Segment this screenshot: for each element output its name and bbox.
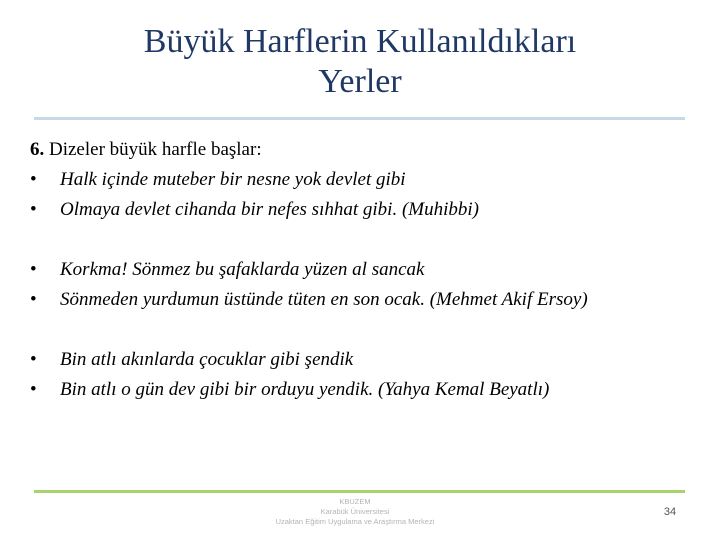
rule-text: Dizeler büyük harfle başlar: xyxy=(49,139,262,160)
verse-text: Bin atlı o gün dev gibi bir orduyu yendik. (Yahya Kemal Beyatlı) xyxy=(60,379,550,400)
bullet-icon: • xyxy=(30,199,37,220)
title-line-1: Büyük Harflerin Kullanıldıkları xyxy=(143,23,577,60)
slide-title xyxy=(60,22,660,102)
bullet-icon: • xyxy=(30,379,37,400)
rule-heading xyxy=(30,135,700,165)
footer-institution xyxy=(240,497,470,527)
verse-line xyxy=(30,375,700,405)
bullet-icon: • xyxy=(30,169,37,190)
bullet-icon: • xyxy=(30,349,37,370)
footer-line-2: Karabük Üniversitesi xyxy=(320,507,390,516)
verse-line xyxy=(30,255,700,285)
bullet-icon: • xyxy=(30,289,37,310)
title-line-2: Yerler xyxy=(318,63,402,100)
footer-line-3: Uzaktan Eğitim Uygulama ve Araştırma Merkezi xyxy=(275,517,435,526)
slide-content xyxy=(30,135,700,405)
spacer xyxy=(30,225,700,255)
verse-line xyxy=(30,285,700,315)
page-number: 34 xyxy=(663,506,677,518)
verse-text: Halk içinde muteber bir nesne yok devlet gibi xyxy=(60,169,406,190)
verse-group-2 xyxy=(30,255,700,315)
title-divider xyxy=(34,117,685,120)
verse-line xyxy=(30,165,700,195)
bullet-icon: • xyxy=(30,259,37,280)
spacer xyxy=(30,315,700,345)
footer-divider xyxy=(34,490,685,493)
verse-text: Olmaya devlet cihanda bir nefes sıhhat gibi. (Muhibbi) xyxy=(60,199,479,220)
footer-line-1: KBUZEM xyxy=(339,497,371,506)
verse-group-1 xyxy=(30,165,700,225)
verse-line xyxy=(30,195,700,225)
verse-line xyxy=(30,345,700,375)
verse-text: Korkma! Sönmez bu şafaklarda yüzen al sancak xyxy=(60,259,425,280)
verse-text: Sönmeden yurdumun üstünde tüten en son ocak. (Mehmet Akif Ersoy) xyxy=(60,289,588,310)
verse-text: Bin atlı akınlarda çocuklar gibi şendik xyxy=(60,349,354,370)
rule-number: 6. xyxy=(30,139,45,160)
verse-group-3 xyxy=(30,345,700,405)
